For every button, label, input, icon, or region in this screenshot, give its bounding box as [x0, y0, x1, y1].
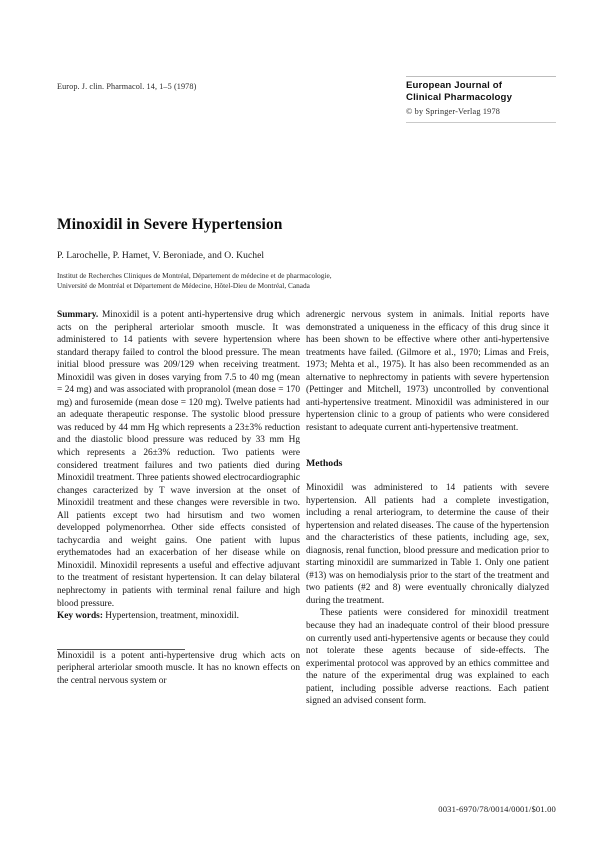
- column-left: [57, 309, 300, 687]
- copyright-notice: © by Springer-Verlag 1978: [406, 106, 501, 116]
- abstract-lead-label: Summary.: [57, 310, 99, 320]
- keywords-line: [57, 610, 300, 623]
- methods-paragraph-2: These patients were considered for minoxidil treatment because they had an inadequate control of their blood pressure on currently used anti-hypertensive agents or because they could not tolerate these agents because of side-effects. The experimental protocol was approved by an ethics committee and the nature of the experimental drug was explained to each patient, including possible adverse reactions. Each patient signed an advised consent form.: [306, 608, 549, 707]
- column-right: [306, 309, 549, 708]
- introduction-left-fragment: Minoxidil is a potent anti-hypertensive drug which acts on peripheral arteriolar smooth muscle. It has no known effects on the central nervous system or: [57, 650, 300, 686]
- affiliation-line-1: Institut de Recherches Cliniques de Montréal, Département de médecine et de pharmacologie,: [57, 271, 332, 280]
- abstract-paragraph: [57, 309, 300, 610]
- methods-heading: Methods: [306, 458, 343, 470]
- journal-masthead: [406, 76, 556, 123]
- article-title: Minoxidil in Severe Hypertension: [57, 216, 283, 233]
- author-list: P. Larochelle, P. Hamet, V. Beroniade, and O. Kuchel: [57, 250, 265, 261]
- masthead-rule-top: [406, 76, 556, 77]
- abstract-body: Minoxidil is a potent anti-hypertensive drug which acts on the peripheral arteriolar smooth muscle. It was administered to 14 patients with severe hypertension where standard therapy failed to control the blood pressure. The mean initial blood pressure was 209/129 when receiving treatment. Minoxidil was given in doses varying from 7.5 to 40 mg (mean = 24 mg) and was associated with propranolol (mean dose = 170 mg) and furosemide (mean dose = 120 mg). Twelve patients had an adequate therapeutic response. The systolic blood pressure was reduced by 44 mm Hg which represents a 23±3% reduction and the diastolic blood pressure was reduced by 33 mm Hg which represents a 26±3% reduction. Two patients were considered treatment failures and two patients died during Minoxidil treatment. Three patients showed electrocardiographic changes caracterized by T wave inversion at the onset of Minoxidil treatment and these changes were reversible in two. All patients except two had hirsutism and two women developped polymenorrhea. Other side effects consisted of tachycardia and weight gains. One patient with lupus erythematodes had an exacerbation of her disease while on Minoxidil. Minoxidil represents a useful and effective adjuvant to the treatment of resistant hypertension. It can delay bilateral nephrectomy in patients with terminal renal failure and high blood pressure.: [57, 310, 300, 609]
- journal-title-line-1: European Journal of: [406, 80, 503, 91]
- masthead-rule-bottom: [406, 122, 556, 123]
- journal-title-line-2: Clinical Pharmacology: [406, 92, 513, 104]
- affiliation-line-2: Université de Montréal et Département de Médecine, Hôtel-Dieu de Montréal, Canada: [57, 280, 310, 290]
- introduction-right-fragment: adrenergic nervous system in animals. Initial reports have demonstrated a uniqueness in the efficacy of this drug since it has been shown to be effective where other anti-hypertensive treatments have failed. (Gilmore et al., 1970; Limas and Freis, 1973; Mehta et al., 1975). It has also been recommended as an alternative to nephrectomy in patients with severe hypertension (Pettinger and Mitchell, 1973) uncontrolled by conventional anti-hypertensive treatment. Minoxidil was administered in our hypertension clinic to a group of patients who were considered resistant to adequate current anti-hypertensive treatment.: [306, 310, 549, 433]
- methods-paragraph-1: Minoxidil was administered to 14 patients with severe hypertension. All patients had a complete investigation, including a renal arteriogram, to determine the cause of their hypertension and related diseases. The cause of the hypertension and the characteristics of these patients, including age, sex, diagnosis, renal function, blood pressure and medication prior to starting minoxidil are summarized in Table 1. Only one patient (#13) was on hemodialysis prior to the start of the treatment and two patients (#2 and 8) were eventually chronically dialyzed during the treatment.: [306, 483, 549, 606]
- keywords-value: Hypertension, treatment, minoxidil.: [102, 611, 239, 622]
- author-affiliation: [57, 271, 477, 290]
- issn-footer: 0031-6970/78/0014/0001/$01.00: [438, 804, 556, 814]
- keywords-label: Key words:: [57, 611, 103, 622]
- running-head: Europ. J. clin. Pharmacol. 14, 1–5 (1978): [57, 82, 197, 91]
